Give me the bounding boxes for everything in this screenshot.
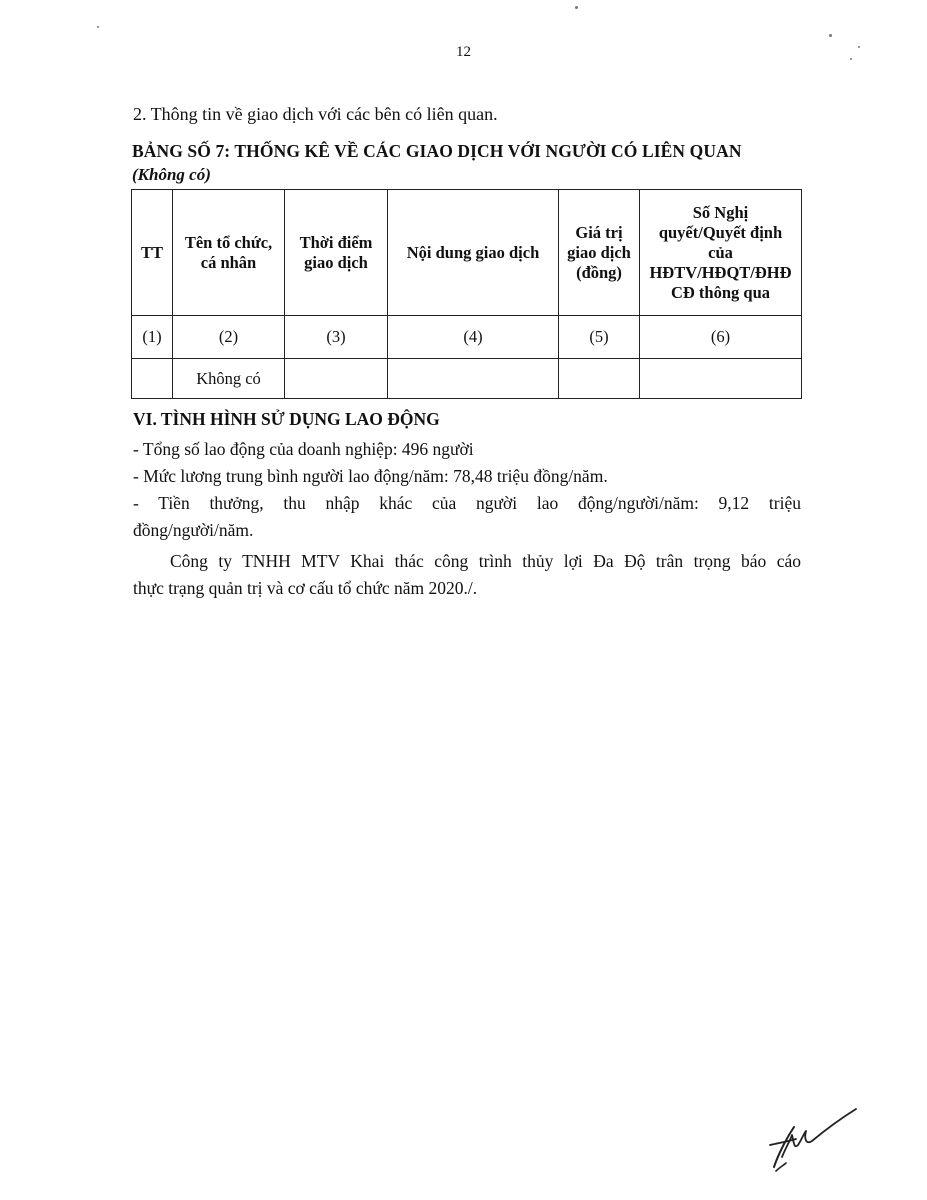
table-cell: [559, 359, 640, 399]
column-number: (6): [640, 316, 802, 359]
table-cell: [132, 359, 173, 399]
scan-speck: [97, 26, 99, 28]
column-number: (1): [132, 316, 173, 359]
scan-speck: [575, 6, 578, 9]
header-resolution-number: Số Nghị quyết/Quyết định của HĐTV/HĐQT/ĐHĐ CĐ thông qua: [640, 190, 802, 316]
table-cell: Không có: [173, 359, 285, 399]
header-organization: Tên tổ chức, cá nhân: [173, 190, 285, 316]
table-7-subtitle: (Không có): [132, 165, 211, 184]
table-cell: [640, 359, 802, 399]
section-2-heading: 2. Thông tin về giao dịch với các bên có liên quan.: [133, 104, 498, 124]
header-transaction-time: Thời điểm giao dịch: [285, 190, 388, 316]
signature-initials: [760, 1105, 860, 1175]
column-number: (4): [388, 316, 559, 359]
closing-statement-line-1: Công ty TNHH MTV Khai thác công trình thủy lợi Đa Độ trân trọng báo cáo: [170, 551, 801, 571]
table-cell: [388, 359, 559, 399]
table-cell: [285, 359, 388, 399]
scan-speck: [829, 34, 832, 37]
page-number: 12: [456, 44, 471, 60]
column-number-row: [132, 316, 802, 359]
column-number: (5): [559, 316, 640, 359]
header-transaction-content: Nội dung giao dịch: [388, 190, 559, 316]
related-party-transactions-table: [131, 189, 802, 399]
table-header-row: [132, 190, 802, 316]
table-row: [132, 359, 802, 399]
bonus-income-line: - Tiền thưởng, thu nhập khác của người lao động/người/năm: 9,12 triệu: [133, 493, 801, 513]
column-number: (2): [173, 316, 285, 359]
employee-count-line: - Tổng số lao động của doanh nghiệp: 496 người: [133, 439, 474, 459]
section-6-heading: VI. TÌNH HÌNH SỬ DỤNG LAO ĐỘNG: [133, 409, 440, 429]
column-number: (3): [285, 316, 388, 359]
average-salary-line: - Mức lương trung bình người lao động/năm: 78,48 triệu đồng/năm.: [133, 466, 608, 486]
closing-statement-line-2: thực trạng quản trị và cơ cấu tổ chức năm 2020./.: [133, 578, 478, 598]
header-transaction-value: Giá trị giao dịch (đồng): [559, 190, 640, 316]
bonus-income-unit-line: đồng/người/năm.: [133, 520, 254, 540]
table-7-title: BẢNG SỐ 7: THỐNG KÊ VỀ CÁC GIAO DỊCH VỚI NGƯỜI CÓ LIÊN QUAN: [132, 141, 742, 161]
header-tt: TT: [132, 190, 173, 316]
